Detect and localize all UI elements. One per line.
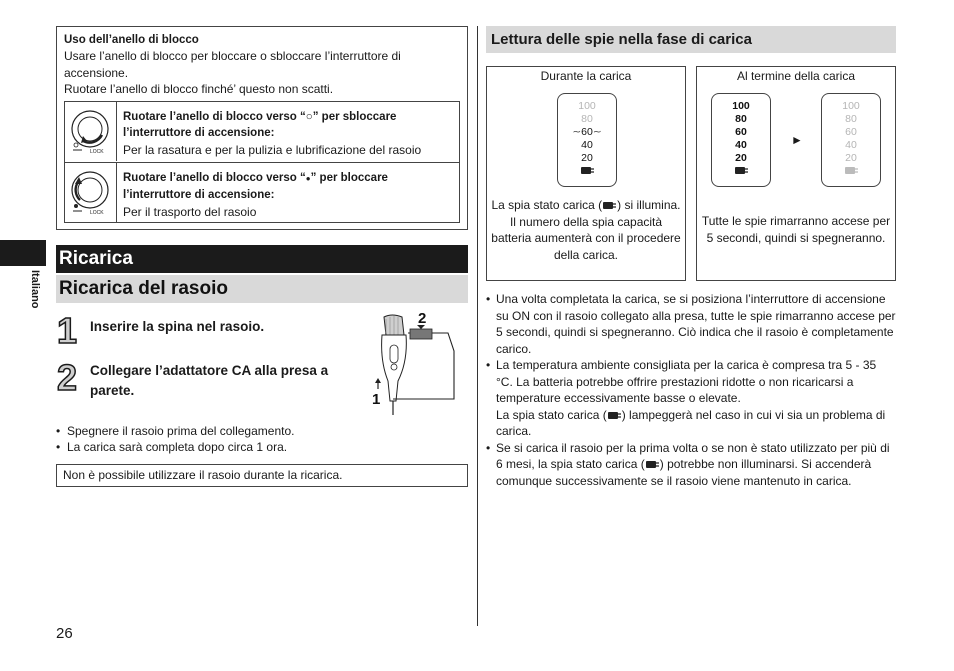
- unlock-title: [123, 109, 421, 126]
- unlock-title-a: Ruotare l’anello di blocco verso “: [123, 110, 306, 123]
- end-caption: Tutte le spie rimarranno accese per 5 secondi, quindi si spegneranno.: [701, 214, 891, 245]
- page-number: 26: [56, 625, 73, 642]
- unlock-title-c: l’interruttore di accensione:: [123, 127, 275, 139]
- lock-title-b: ” per bloccare: [310, 171, 388, 184]
- end-off-level-80: 80: [845, 113, 857, 125]
- unlock-icon-label: LOCK: [89, 149, 104, 155]
- end-on-plug-icon: [711, 165, 771, 178]
- lock-ring-drawing: [68, 166, 114, 218]
- end-off-level-60: 60: [845, 126, 857, 138]
- end-on-level-100: 100: [732, 100, 750, 112]
- indicator-note-2c: ) lampeggerà nel caso in cui vi sia un problema di carica.: [496, 407, 886, 438]
- charging-note-2: • La carica sarà completa dopo circa 1 ora.: [56, 439, 468, 456]
- charging-notes: [56, 423, 468, 456]
- illustration-label-1: 1: [372, 390, 381, 408]
- during-level-40: 40: [581, 139, 593, 151]
- end-off-level-100: 100: [842, 100, 860, 112]
- end-off-level-40: 40: [845, 139, 857, 151]
- lock-ring-table: [64, 101, 460, 223]
- end-on-level-80: 80: [735, 113, 747, 125]
- during-level-60: ∼60∼: [572, 126, 602, 138]
- end-off-plug-icon: [821, 165, 881, 178]
- unlock-ring-drawing: [68, 105, 114, 157]
- end-on-level-60: 60: [735, 126, 747, 138]
- lock-icon-label: LOCK: [89, 210, 104, 216]
- shaver-charging-illustration: [372, 311, 468, 415]
- lock-row: [65, 162, 459, 222]
- language-label-text: Italiano: [29, 270, 41, 309]
- end-arrow: ►: [791, 133, 803, 147]
- during-caption: [491, 197, 681, 263]
- column-divider: [477, 26, 478, 626]
- lock-ring-box: [56, 26, 468, 230]
- lock-ring-line2: Ruotare l’anello di blocco finché’ questo non scatti.: [64, 82, 334, 96]
- during-level-60-text: 60: [581, 126, 593, 138]
- indicator-note-1: • Una volta completata la carica, se si posiziona l’interruttore di accensione su ON con il rasoio collegato alla presa, tutte le spie rimarranno accese per 5 secondi, quindi si spegneranno. Ciò indica che il rasoio è completamente carico.: [486, 291, 896, 357]
- right-column: [486, 26, 896, 489]
- indicator-note-2: [486, 357, 896, 440]
- indicator-note-2a: La temperatura ambiente consigliata per la carica è compresa tra 5 - 35 °C. La batteria potrebbe offrire prestazioni ridotte o non ricaricarsi a temperature eccessivamente basse o elevate.: [496, 358, 877, 405]
- lock-symbol: ●: [305, 173, 311, 183]
- end-levels-on: [711, 100, 771, 178]
- subsection-heading: Ricarica del rasoio: [56, 275, 468, 303]
- left-column: [56, 26, 468, 487]
- usage-note-box: Non è possibile utilizzare il rasoio durante la ricarica.: [56, 464, 468, 487]
- end-levels-off: [821, 100, 881, 178]
- unlock-symbol: ○: [305, 110, 313, 123]
- lock-ring-title: Uso dell’anello di blocco: [64, 34, 199, 46]
- indicator-heading: Lettura delle spie nella fase di carica: [486, 26, 896, 53]
- plug-icon: [645, 460, 660, 469]
- plug-icon: [602, 201, 617, 210]
- indicator-boxes: [486, 66, 896, 281]
- language-tab: [0, 240, 46, 266]
- indicator-note-3: [486, 440, 896, 490]
- lock-ring-icon: [65, 163, 117, 222]
- unlock-desc: Per la rasatura e per la pulizia e lubrificazione del rasoio: [123, 142, 422, 157]
- illustration-label-2: 2: [418, 310, 427, 327]
- during-caption-b: ) si illumina.: [617, 198, 681, 212]
- step-1-text: Inserire la spina nel rasoio.: [90, 318, 265, 334]
- during-levels: [557, 100, 617, 178]
- indicator-note-3b: ) potrebbe non illuminarsi. Si accenderà comunque successivamente se il rasoio viene mantenuto in carica.: [496, 457, 872, 488]
- end-on-level-20: 20: [735, 152, 747, 164]
- lock-title-a: Ruotare l’anello di blocco verso “: [123, 171, 306, 184]
- indicator-notes: [486, 291, 896, 489]
- during-caption-c: Il numero della spia capacità batteria aumenterà con il procedere della carica.: [491, 214, 681, 262]
- during-plug-icon: [557, 165, 617, 178]
- lock-title-c: l’interruttore di accensione:: [123, 189, 275, 201]
- during-caption-a: La spia stato carica (: [491, 198, 603, 212]
- language-label: [29, 270, 43, 330]
- step-2-text: Collegare l’adattatore CA alla presa a parete.: [90, 362, 329, 398]
- indicator-note-3a: Se si carica il rasoio per la prima volta o se non è stato utilizzato per più di 6 mesi, la spia stato carica (: [496, 440, 890, 471]
- lock-description: [117, 163, 388, 221]
- unlock-description: [117, 102, 421, 159]
- end-charging-box: [696, 66, 896, 281]
- end-off-level-20: 20: [845, 152, 857, 164]
- indicator-note-2b: La spia stato carica (: [496, 407, 607, 422]
- unlock-ring-icon: [65, 102, 117, 161]
- step-1-number: 1: [57, 309, 78, 351]
- during-charging-title: Durante la carica: [540, 69, 632, 83]
- lock-desc: Per il trasporto del rasoio: [123, 204, 257, 219]
- step-2-number: 2: [57, 356, 78, 398]
- lock-ring-line1: Usare l’anello di blocco per bloccare o sbloccare l’interruttore di accensione.: [64, 49, 401, 80]
- during-charging-box: [486, 66, 686, 281]
- charging-steps: [56, 311, 468, 415]
- section-heading: Ricarica: [56, 245, 468, 273]
- during-level-100: 100: [578, 100, 596, 112]
- lock-title: [123, 170, 388, 188]
- end-charging-title: Al termine della carica: [736, 69, 856, 83]
- unlock-title-b: ” per sbloccare: [312, 110, 397, 123]
- plug-icon: [607, 411, 622, 420]
- charging-note-1: • Spegnere il rasoio prima del collegamento.: [56, 423, 468, 440]
- during-level-20: 20: [581, 152, 593, 164]
- during-level-80: 80: [581, 113, 593, 125]
- unlock-row: [65, 102, 459, 162]
- end-on-level-40: 40: [735, 139, 747, 151]
